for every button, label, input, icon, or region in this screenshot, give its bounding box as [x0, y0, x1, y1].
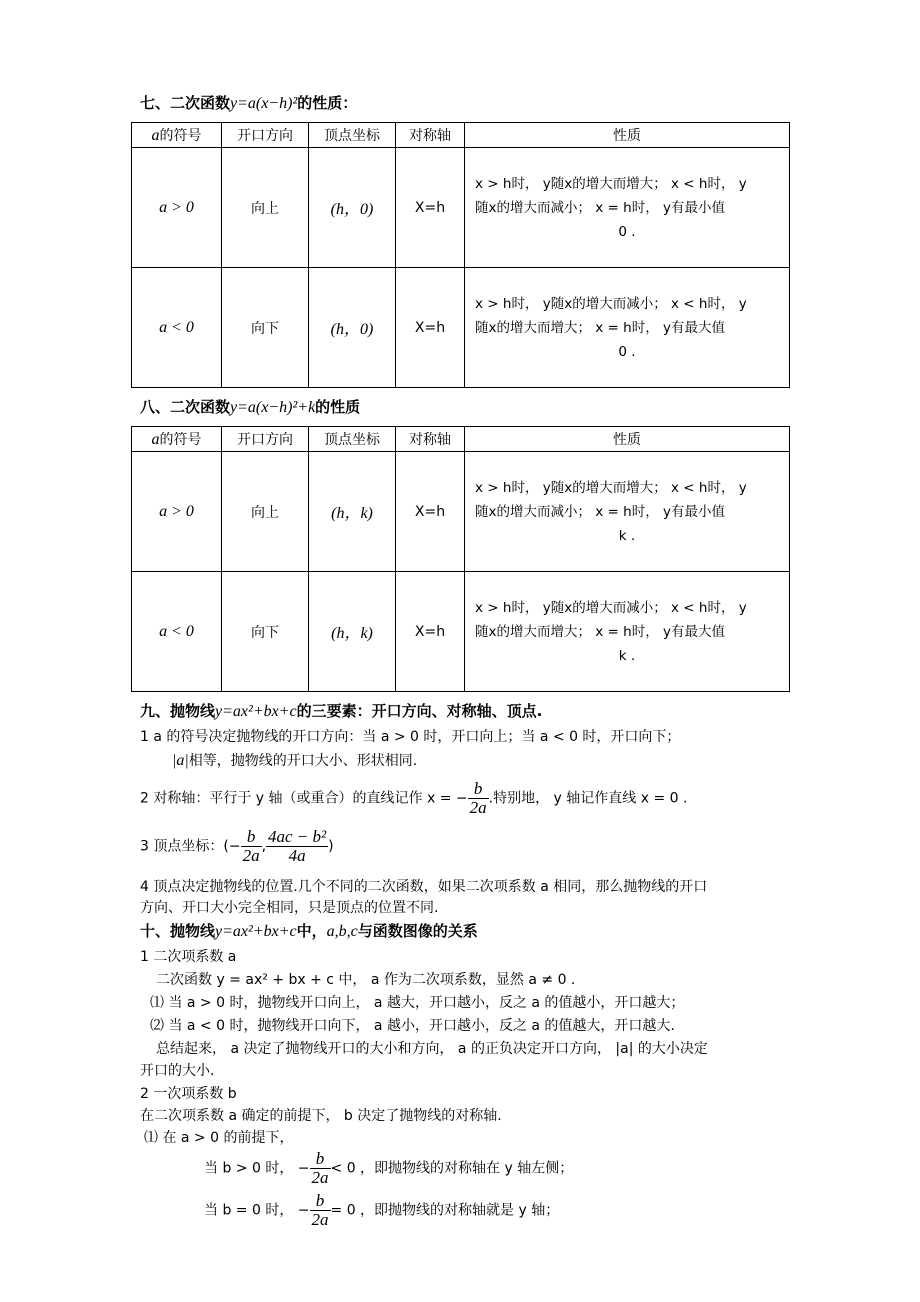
header-open: 开口方向 — [222, 123, 309, 148]
fraction: $\frac{b}{2a}$ — [242, 827, 260, 865]
s9-item-2 — [140, 780, 687, 817]
s10-item-2-b: ⑴ 在 a > 0 的前提下， — [144, 1130, 294, 1146]
s10-case-1 — [204, 1150, 573, 1187]
s9-item-1-cont — [172, 750, 417, 770]
cell-open: 向上 — [222, 452, 309, 572]
section-8-heading — [140, 396, 360, 417]
s10-item-1-title: 1 二次项系数 a — [140, 949, 237, 965]
fraction: $\frac{b}{2a}$ — [311, 1191, 329, 1229]
cell-sign: a > 0 — [132, 148, 222, 268]
section-7-heading — [140, 92, 357, 113]
cell-sign: a < 0 — [132, 268, 222, 388]
s9-item-3-pre: 3 顶点坐标：(− — [140, 838, 241, 855]
section-10-formula: y=ax²+bx+c — [215, 923, 297, 940]
case-1-pre: 当 b > 0 时， − — [204, 1160, 310, 1177]
props-line: x > h时， y随x的增大而减小； x < h时， y — [475, 599, 747, 616]
s9-item-1-text: 相等，抛物线的开口大小、形状相同. — [188, 753, 418, 769]
cell-vertex: (h，0) — [309, 268, 396, 388]
cell-props — [465, 268, 790, 388]
table-row — [132, 148, 790, 268]
s10-item-1-b: ⑴ 当 a > 0 时，抛物线开口向上， a 越大，开口越小，反之 a 的值越小，开口越大； — [150, 995, 685, 1011]
section-7-tail: 的性质： — [297, 94, 358, 112]
header-props: 性质 — [465, 123, 790, 148]
section-10-vars: a,b,c — [326, 923, 358, 940]
props-line: x > h时， y随x的增大而增大； x < h时， y — [475, 479, 747, 496]
props-line: x > h时， y随x的增大而减小； x < h时， y — [475, 295, 747, 312]
fraction: $\frac{\text{4ac − b²}}{4a}$ — [268, 827, 327, 865]
case-2-pre: 当 b = 0 时， − — [204, 1202, 310, 1219]
header-vertex: 顶点坐标 — [309, 427, 396, 452]
cell-props — [465, 572, 790, 692]
props-line: 随x的增大而增大； x = h时， y有最大值 — [475, 319, 726, 336]
cell-vertex: (h，k) — [309, 572, 396, 692]
s10-item-1-c: ⑵ 当 a < 0 时，抛物线开口向下， a 越小，开口越小，反之 a 的值越大，开口越大. — [150, 1018, 675, 1034]
cell-axis: X=h — [396, 452, 465, 572]
section-10-number: 十、抛物线 — [140, 922, 216, 940]
props-line: 0 . — [618, 223, 636, 240]
table-row — [132, 268, 790, 388]
table-section-8 — [131, 426, 790, 692]
case-1-post: < 0 ，即抛物线的对称轴在 y 轴左侧； — [330, 1160, 574, 1177]
cell-sign: a > 0 — [132, 452, 222, 572]
abs-a: |a| — [172, 752, 189, 769]
cell-axis: X=h — [396, 148, 465, 268]
s9-item-4: 4 顶点决定抛物线的位置.几个不同的二次函数，如果二次项系数 a 相同，那么抛物线的开口 — [140, 879, 708, 895]
header-axis: 对称轴 — [396, 427, 465, 452]
case-2-post: = 0 ，即抛物线的对称轴就是 y 轴； — [330, 1202, 560, 1219]
section-10-tail: 与函数图像的关系 — [357, 922, 478, 940]
cell-props — [465, 452, 790, 572]
header-sign: a的符号 — [132, 123, 222, 148]
cell-axis: X=h — [396, 268, 465, 388]
section-9-heading — [140, 700, 542, 721]
s10-case-2 — [204, 1192, 559, 1229]
s10-item-1-a: 二次函数 y = ax² + bx + c 中， a 作为二次项系数，显然 a ≠ 0 . — [156, 972, 576, 988]
header-vertex: 顶点坐标 — [309, 123, 396, 148]
s9-item-4-cont: 方向、开口大小完全相同，只是顶点的位置不同. — [140, 900, 439, 916]
section-9-number: 九、抛物线 — [140, 702, 216, 720]
cell-open: 向上 — [222, 148, 309, 268]
section-9-tail: 的三要素：开口方向、对称轴、顶点. — [296, 702, 543, 720]
section-10-heading — [140, 920, 478, 941]
s10-item-1-e: 开口的大小. — [140, 1063, 215, 1079]
props-line: x > h时， y随x的增大而增大； x < h时， y — [475, 175, 747, 192]
section-8-formula: y=a(x−h)²+k — [230, 399, 316, 416]
table-row — [132, 452, 790, 572]
s9-item-1: 1 a 的符号决定抛物线的开口方向：当 a > 0 时，开口向上；当 a < 0 时，开口向下； — [140, 729, 681, 745]
cell-axis: X=h — [396, 572, 465, 692]
s9-item-2-pre: 2 对称轴：平行于 y 轴（或重合）的直线记作 x = − — [140, 790, 468, 807]
cell-open: 向下 — [222, 572, 309, 692]
s10-item-2-title: 2 一次项系数 b — [140, 1086, 237, 1102]
s9-item-2-post: .特别地， y 轴记作直线 x = 0 . — [488, 790, 688, 807]
section-9-formula: y=ax²+bx+c — [215, 703, 297, 720]
cell-props — [465, 148, 790, 268]
cell-vertex: (h，k) — [309, 452, 396, 572]
header-open: 开口方向 — [222, 427, 309, 452]
header-sign: a的符号 — [132, 427, 222, 452]
section-7-number: 七、二次函数 — [140, 94, 231, 112]
header-axis: 对称轴 — [396, 123, 465, 148]
props-line: 0 . — [618, 343, 636, 360]
cell-open: 向下 — [222, 268, 309, 388]
table-header-row — [132, 427, 790, 452]
s9-item-3: 3 顶点坐标：(− $\frac{b}{2a}$ , $\frac{\text{4ac − b²}}{4a}$ ) — [140, 827, 334, 865]
props-line: 随x的增大而减小； x = h时， y有最小值 — [475, 199, 726, 216]
header-props: 性质 — [465, 427, 790, 452]
props-line: 随x的增大而减小； x = h时， y有最小值 — [475, 503, 726, 520]
table-section-7 — [131, 122, 790, 388]
section-8-tail: 的性质 — [315, 398, 361, 416]
section-10-mid: 中， — [296, 922, 327, 940]
fraction: $\frac{b}{2a}$ — [311, 1149, 329, 1187]
fraction: $\frac{b}{2a}$ — [469, 779, 487, 817]
section-7-formula: y=a(x−h)² — [230, 95, 298, 112]
table-row — [132, 572, 790, 692]
s10-item-1-d: 总结起来， a 决定了抛物线开口的大小和方向， a 的正负决定开口方向， |a| 的大小决定 — [156, 1041, 708, 1057]
section-8-number: 八、二次函数 — [140, 398, 231, 416]
props-line: k . — [618, 527, 636, 544]
table-header-row — [132, 123, 790, 148]
s10-item-2-a: 在二次项系数 a 确定的前提下， b 决定了抛物线的对称轴. — [140, 1108, 502, 1124]
props-line: 随x的增大而增大； x = h时， y有最大值 — [475, 623, 726, 640]
cell-vertex: (h，0) — [309, 148, 396, 268]
props-line: k . — [618, 647, 636, 664]
cell-sign: a < 0 — [132, 572, 222, 692]
